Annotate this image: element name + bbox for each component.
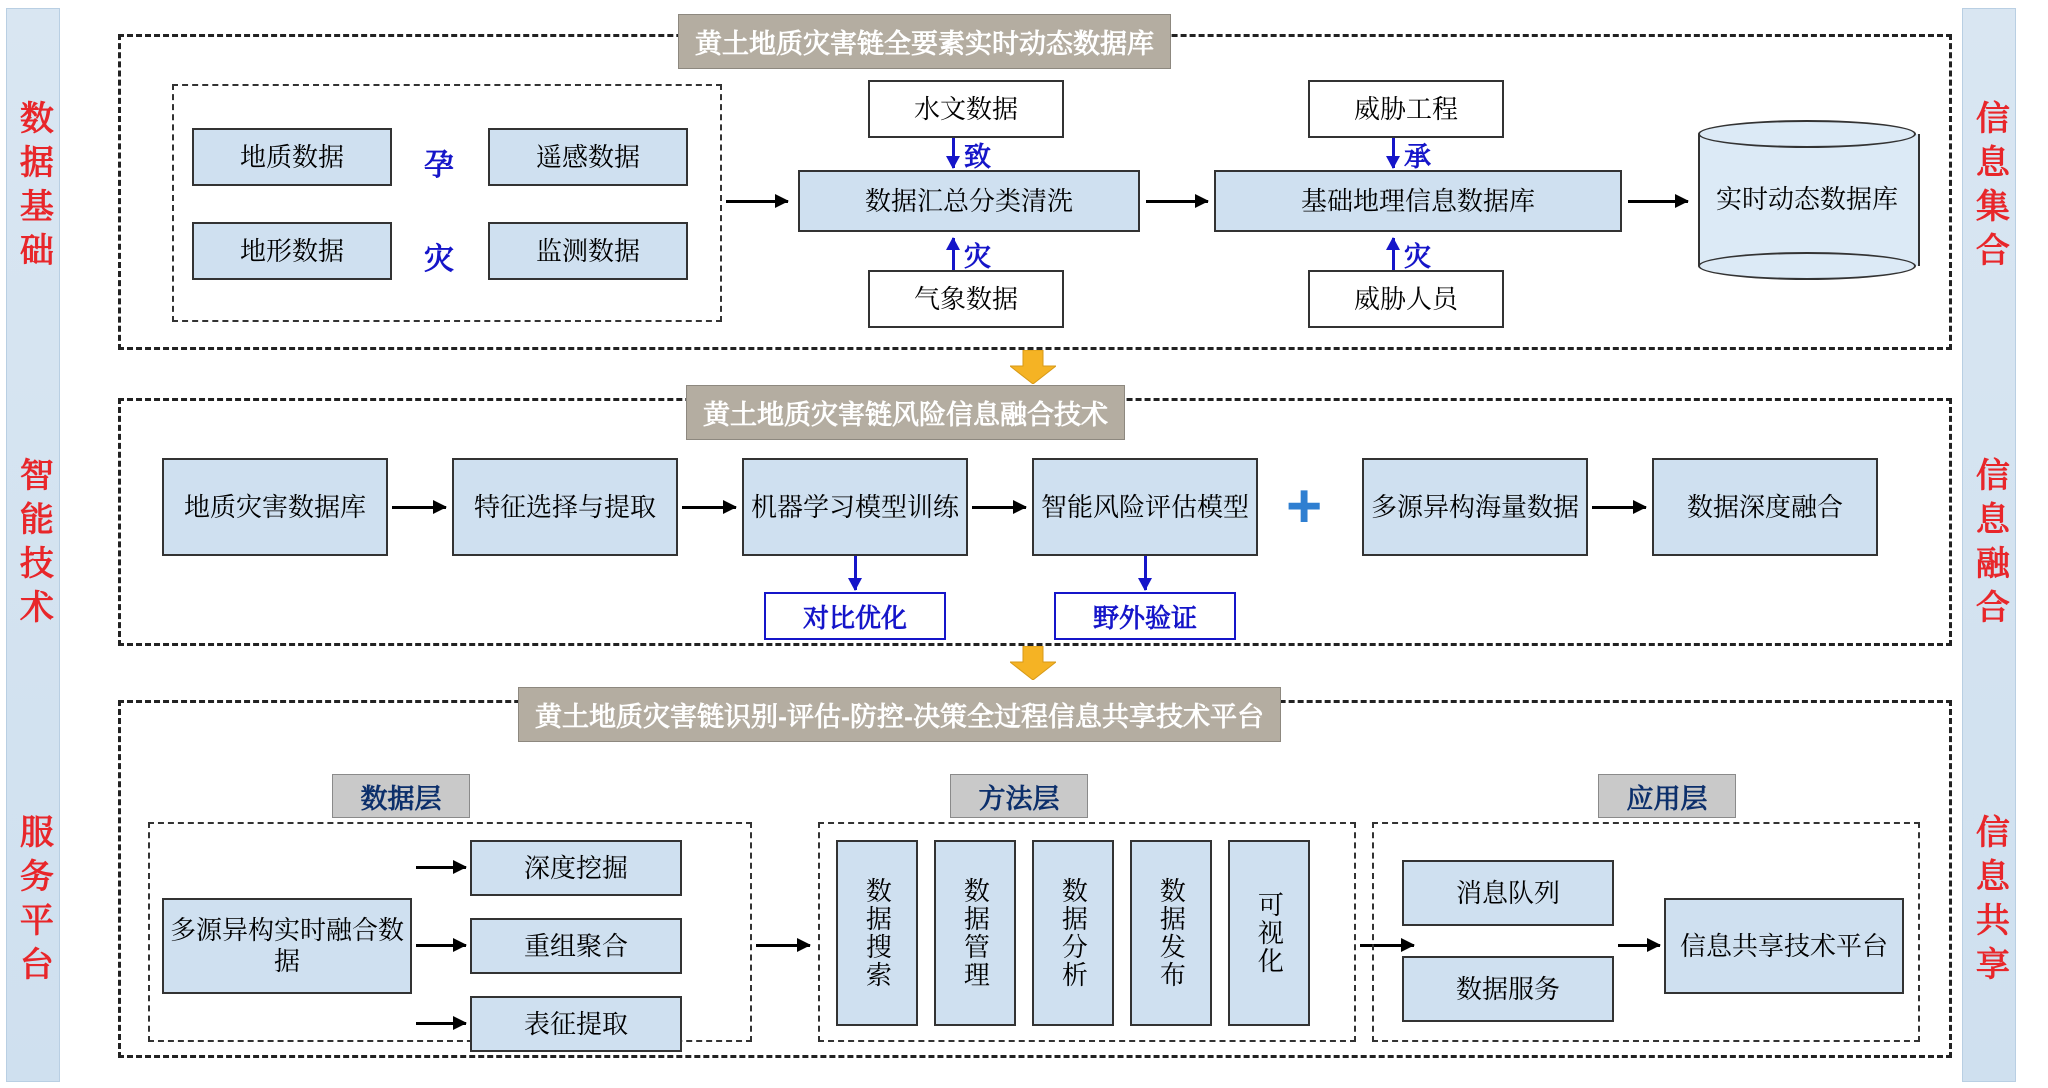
arrow-meteorology-up — [952, 238, 955, 270]
arrow-process-to-geodb — [1146, 200, 1208, 203]
arrow-data-to-regroup — [416, 944, 466, 947]
box-deep-mining: 深度挖掘 — [470, 840, 682, 896]
box-regroup-aggregate: 重组聚合 — [470, 918, 682, 974]
box-data-service: 数据服务 — [1402, 956, 1614, 1022]
arrow-people-up — [1392, 238, 1395, 270]
box-message-queue: 消息队列 — [1402, 860, 1614, 926]
left-rail — [6, 8, 60, 1082]
left-rail-item-2: 智能技术 — [14, 456, 53, 633]
section-database-title: 黄土地质灾害链全要素实时动态数据库 — [678, 14, 1171, 69]
box-visualization: 可视化 — [1228, 840, 1310, 1026]
box-terrain-data: 地形数据 — [192, 222, 392, 280]
box-data-publishing: 数据发布 — [1130, 840, 1212, 1026]
arrow-services-to-platform — [1618, 944, 1660, 947]
box-fusion-data-source: 多源异构实时融合数据 — [162, 898, 412, 994]
arrow-hydrology-down — [952, 138, 955, 168]
layer-tag-data: 数据层 — [332, 774, 470, 818]
plus-sign: + — [1286, 472, 1323, 541]
source-group — [172, 84, 722, 322]
arrow-datalayer-to-methodlayer — [756, 944, 810, 947]
box-geology-data: 地质数据 — [192, 128, 392, 186]
box-multisource-massive-data: 多源异构海量数据 — [1362, 458, 1588, 556]
arrow-geodb-to-realtime — [1628, 200, 1688, 203]
arrow-note-2 — [1144, 556, 1147, 590]
arrow-engineering-down — [1392, 138, 1395, 168]
label-box-compare-optimize: 对比优化 — [764, 592, 946, 640]
left-rail-item-3: 服务平台 — [14, 814, 53, 991]
box-threatened-engineering: 威胁工程 — [1308, 80, 1504, 138]
arrow-sources-to-process — [726, 200, 788, 203]
arrow-note-1 — [854, 556, 857, 590]
label-zai-right: 灾 — [1404, 242, 1431, 272]
arrow-s2-4 — [1592, 506, 1646, 509]
label-zai-left: 灾 — [424, 243, 454, 276]
box-meteorology-data: 气象数据 — [868, 270, 1064, 328]
box-threatened-people: 威胁人员 — [1308, 270, 1504, 328]
box-remote-sensing-data: 遥感数据 — [488, 128, 688, 186]
label-box-field-validation: 野外验证 — [1054, 592, 1236, 640]
right-rail — [1962, 8, 2016, 1082]
box-feature-selection: 特征选择与提取 — [452, 458, 678, 556]
box-geo-info-database: 基础地理信息数据库 — [1214, 170, 1622, 232]
arrow-s2-3 — [972, 506, 1026, 509]
box-hydrology-data: 水文数据 — [868, 80, 1064, 138]
right-rail-item-3: 信息共享 — [1970, 814, 2009, 991]
flow-arrow-1 — [1010, 350, 1056, 384]
box-data-management: 数据管理 — [934, 840, 1016, 1026]
flow-arrow-2 — [1010, 646, 1056, 680]
arrow-s2-2 — [682, 506, 736, 509]
arrow-s2-1 — [392, 506, 446, 509]
arrow-data-to-mining — [416, 866, 466, 869]
left-rail-item-1: 数据基础 — [14, 99, 53, 276]
box-monitoring-data: 监测数据 — [488, 222, 688, 280]
box-data-analysis: 数据分析 — [1032, 840, 1114, 1026]
section-fusion-title: 黄土地质灾害链风险信息融合技术 — [686, 385, 1125, 440]
right-rail-item-2: 信息融合 — [1970, 456, 2009, 633]
label-cheng: 承 — [1404, 142, 1431, 172]
box-representation-extraction: 表征提取 — [470, 996, 682, 1052]
section-platform-title: 黄土地质灾害链识别-评估-防控-决策全过程信息共享技术平台 — [518, 687, 1281, 742]
box-data-cleaning: 数据汇总分类清洗 — [798, 170, 1140, 232]
box-risk-assessment-model: 智能风险评估模型 — [1032, 458, 1258, 556]
box-model-training: 机器学习模型训练 — [742, 458, 968, 556]
box-data-search: 数据搜索 — [836, 840, 918, 1026]
label-zhi: 致 — [964, 142, 991, 172]
box-deep-fusion: 数据深度融合 — [1652, 458, 1878, 556]
layer-tag-application: 应用层 — [1598, 774, 1736, 818]
cylinder-label: 实时动态数据库 — [1715, 184, 1898, 215]
right-rail-item-1: 信息集合 — [1970, 99, 2009, 276]
box-hazard-database: 地质灾害数据库 — [162, 458, 388, 556]
layer-tag-method: 方法层 — [950, 774, 1088, 818]
cylinder-realtime-database — [1698, 120, 1916, 280]
label-yun: 孕 — [424, 149, 454, 182]
label-zai-mid: 灾 — [964, 242, 991, 272]
box-info-sharing-platform: 信息共享技术平台 — [1664, 898, 1904, 994]
arrow-data-to-representation — [416, 1022, 466, 1025]
